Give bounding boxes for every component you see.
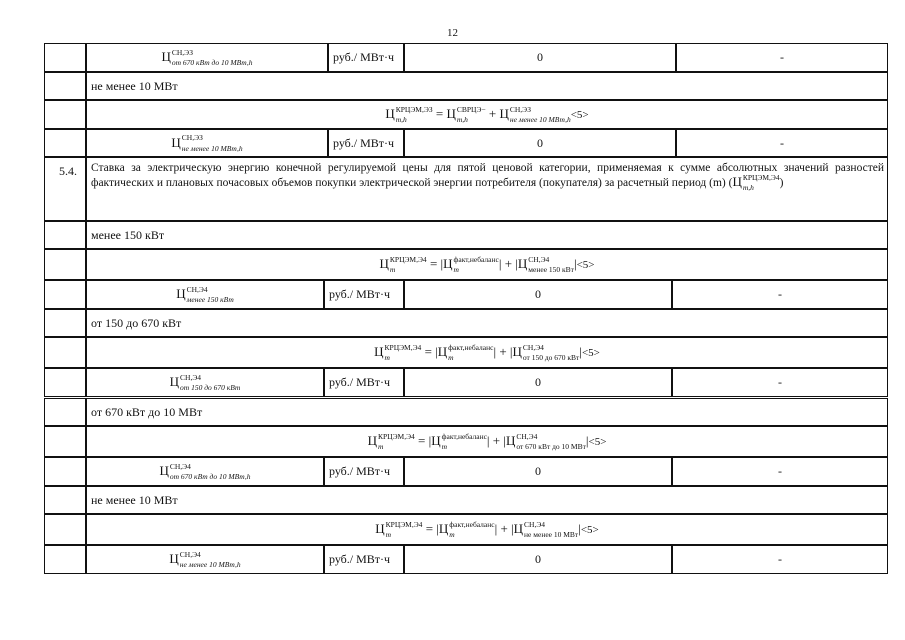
unit-cell: руб./ МВт·ч [328,129,404,157]
tariff-symbol: Ц СН,Э4 от 670 кВт до 10 МВт,h [159,461,251,482]
symbol-cell [86,368,324,397]
dash-cell: - [672,368,888,397]
page-number: 12 [447,27,458,39]
table-row [44,72,888,100]
formula: Ц КРЦЭМ,Э4 m = |Ц факт,небаланс m | + |Ц СН,Э4 менее 150 кВт |<5> [379,254,595,275]
number-cell [44,337,86,368]
dash-cell: - [672,457,888,486]
subsection-heading: от 670 кВт до 10 МВт [86,398,888,426]
value-cell: 0 [404,43,676,72]
symbol-cell [86,129,328,157]
tariff-symbol: Ц СН,Э4 не менее 10 МВт,h [169,549,241,570]
dash-cell: - [672,545,888,574]
number-cell [44,100,86,129]
table-row [44,129,888,157]
section-number: 5.4. [44,157,86,221]
subsection-heading: не менее 10 МВт [86,72,888,100]
tariff-symbol: Ц СН,ЭЗ не менее 10 МВт,h [171,133,243,153]
table-row [44,398,888,426]
formula-cell [86,337,888,368]
tariff-symbol: Ц СН,Э4 менее 150 кВт [176,284,234,305]
formula: Ц КРЦЭМ,Э4 m = |Ц факт,небаланс m | + |Ц СН,Э4 от 670 кВт до 10 МВт |<5> [367,431,607,452]
subsection-heading: менее 150 кВт [86,221,888,249]
subsection-heading: не менее 10 МВт [86,486,888,514]
table-row [44,486,888,514]
symbol-cell [86,545,324,574]
table-row [44,249,888,280]
number-cell [44,368,86,397]
table-row [44,100,888,129]
number-cell [44,486,86,514]
unit-cell: руб./ МВт·ч [324,368,404,397]
formula-cell [86,514,888,545]
table-row [44,43,888,72]
formula: Ц КРЦЭМ,ЭЗ m,h = Ц СВРЦЭ− m,h + Ц СН,ЭЗ не менее 10 МВт,h <5> [385,104,589,125]
tariff-symbol: Ц СН,Э4 от 150 до 670 кВт [169,372,241,393]
table-row [44,457,888,486]
number-cell [44,426,86,457]
tariff-symbol: Ц СН,ЭЗ от 670 кВт до 10 МВт,h [161,47,253,68]
number-cell [44,309,86,337]
table-row [44,545,888,574]
number-cell [44,514,86,545]
value-cell: 0 [404,457,672,486]
number-cell [44,398,86,426]
value-cell: 0 [404,368,672,397]
dash-cell: - [676,129,888,157]
unit-cell: руб./ МВт·ч [324,545,404,574]
table-row [44,426,888,457]
unit-cell: руб./ МВт·ч [324,280,404,309]
symbol-cell [86,43,328,72]
formula: Ц КРЦЭМ,Э4 m = |Ц факт,небаланс m | + |Ц СН,Э4 от 150 до 670 кВт |<5> [374,342,600,363]
number-cell [44,249,86,280]
value-cell: 0 [404,129,676,157]
number-cell [44,72,86,100]
subsection-heading: от 150 до 670 кВт [86,309,888,337]
table-row [44,309,888,337]
section-header-row [44,157,888,221]
formula-cell [86,426,888,457]
formula: Ц КРЦЭМ,Э4 m = |Ц факт,небаланс m | + |Ц СН,Э4 не менее 10 МВт |<5> [375,519,599,540]
dash-cell: - [672,280,888,309]
value-cell: 0 [404,280,672,309]
number-cell [44,545,86,574]
number-cell [44,280,86,309]
formula-cell [86,249,888,280]
table-row [44,221,888,249]
unit-cell: руб./ МВт·ч [328,43,404,72]
value-cell: 0 [404,545,672,574]
number-cell [44,457,86,486]
section-description: Ставка за электрическую энергию конечной регулируемой цены для пятой ценовой категории, применяемая к сумме абсолютных значений разностей фактических и плановых почасовых объемов покупки электрической энергии потребителя (покупателя) за расчетный период (m) (Ц КРЦЭМ,Э4 m,h ) [86,157,888,221]
table-row [44,368,888,397]
unit-cell: руб./ МВт·ч [324,457,404,486]
table-row [44,337,888,368]
symbol-cell [86,457,324,486]
number-cell [44,129,86,157]
symbol-cell [86,280,324,309]
number-cell [44,221,86,249]
table-row [44,514,888,545]
table-row [44,280,888,309]
formula-cell [86,100,888,129]
number-cell [44,43,86,72]
dash-cell: - [676,43,888,72]
